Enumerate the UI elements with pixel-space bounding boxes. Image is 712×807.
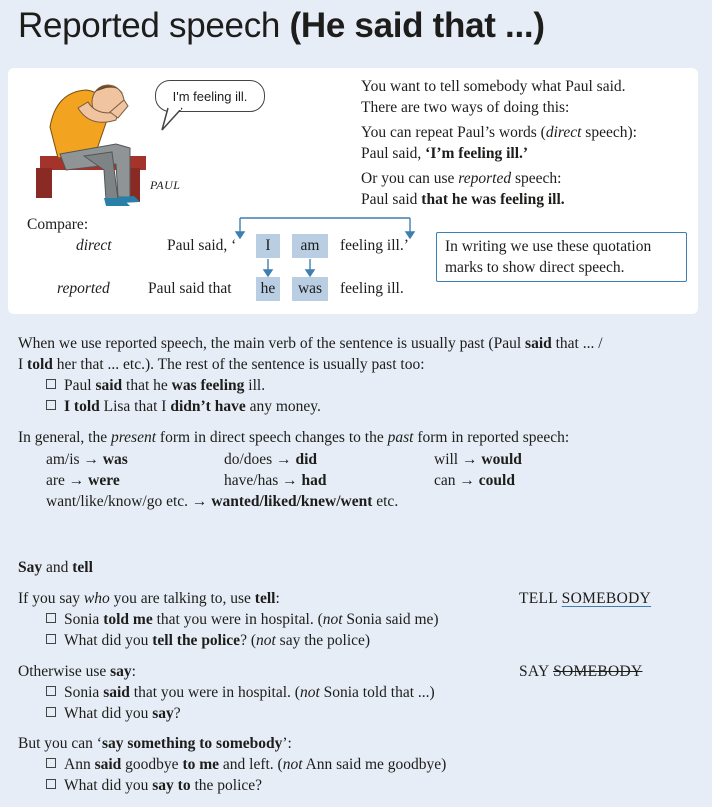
- conversion-are: are → were: [46, 472, 120, 489]
- section1-para-line-2: I told her that ... etc.). The rest of the sentence is usually past too:: [18, 356, 425, 373]
- list-item: Sonia said that you were in hospital. (not Sonia told that ...): [46, 682, 435, 703]
- list-item: Ann said goodbye to me and left. (not Ann said me goodbye): [46, 754, 446, 775]
- say-somebody-label: SAY SOMEBODY: [519, 663, 643, 680]
- speech-bubble-tail: [160, 106, 190, 134]
- reported-speech-example: Paul said that he was feeling ill.: [361, 191, 565, 208]
- direct-sentence-start: Paul said, ‘: [167, 237, 237, 254]
- reported-label: reported: [57, 280, 110, 297]
- direct-speech-explain: You can repeat Paul’s words (direct speech):: [361, 124, 637, 141]
- direct-speech-example: Paul said, ‘I’m feeling ill.’: [361, 145, 529, 162]
- intro-line-2: There are two ways of doing this:: [361, 99, 570, 116]
- conversion-will: will → would: [434, 451, 522, 468]
- reported-sentence-end: feeling ill.: [340, 280, 404, 297]
- conversion-can: can → could: [434, 472, 515, 489]
- tell-rule: If you say who you are talking to, use tell:: [18, 590, 280, 607]
- direct-label: direct: [76, 237, 112, 254]
- conversion-have-has: have/has → had: [224, 472, 327, 489]
- direct-word-i: I: [256, 234, 280, 258]
- say-rule: Otherwise use say:: [18, 663, 136, 680]
- list-item: What did you say?: [46, 703, 181, 724]
- direct-word-am: am: [292, 234, 328, 258]
- reported-sentence-start: Paul said that: [148, 280, 232, 297]
- paul-illustration: [26, 72, 151, 222]
- list-item: Paul said that he was feeling ill.: [46, 375, 265, 396]
- say-to-rule: But you can ‘say something to somebody’:: [18, 735, 292, 752]
- compare-label: Compare:: [27, 216, 89, 233]
- section1-para-line-1: When we use reported speech, the main verb of the sentence is usually past (Paul said that ... /: [18, 335, 603, 352]
- connector-arrows: [230, 212, 430, 282]
- paul-label: PAUL: [150, 178, 181, 192]
- list-item: What did you tell the police? (not say the police): [46, 630, 370, 651]
- reported-word-he: he: [256, 277, 280, 301]
- conversion-am-is: am/is → was: [46, 451, 128, 468]
- list-item: What did you say to the police?: [46, 775, 262, 796]
- speech-bubble: I'm feeling ill.: [155, 80, 265, 112]
- list-item: I told Lisa that I didn’t have any money.: [46, 396, 321, 417]
- general-rule: In general, the present form in direct speech changes to the past form in reported speech:: [18, 429, 570, 446]
- reported-speech-explain: Or you can use reported speech:: [361, 170, 562, 187]
- direct-sentence-end: feeling ill.’: [340, 237, 409, 254]
- tell-somebody-label: TELL SOMEBODY: [519, 590, 652, 607]
- say-tell-heading: Say and tell: [18, 559, 93, 576]
- conversion-want-like: want/like/know/go etc. → wanted/liked/knew/went etc.: [46, 493, 399, 510]
- list-item: Sonia told me that you were in hospital. (not Sonia said me): [46, 609, 439, 630]
- page-title: Reported speech (He said that ...): [18, 6, 545, 45]
- conversion-do-does: do/does → did: [224, 451, 318, 468]
- quotation-note: In writing we use these quotation marks to show direct speech.: [436, 232, 687, 282]
- reported-word-was: was: [292, 277, 328, 301]
- intro-line-1: You want to tell somebody what Paul said.: [361, 78, 626, 95]
